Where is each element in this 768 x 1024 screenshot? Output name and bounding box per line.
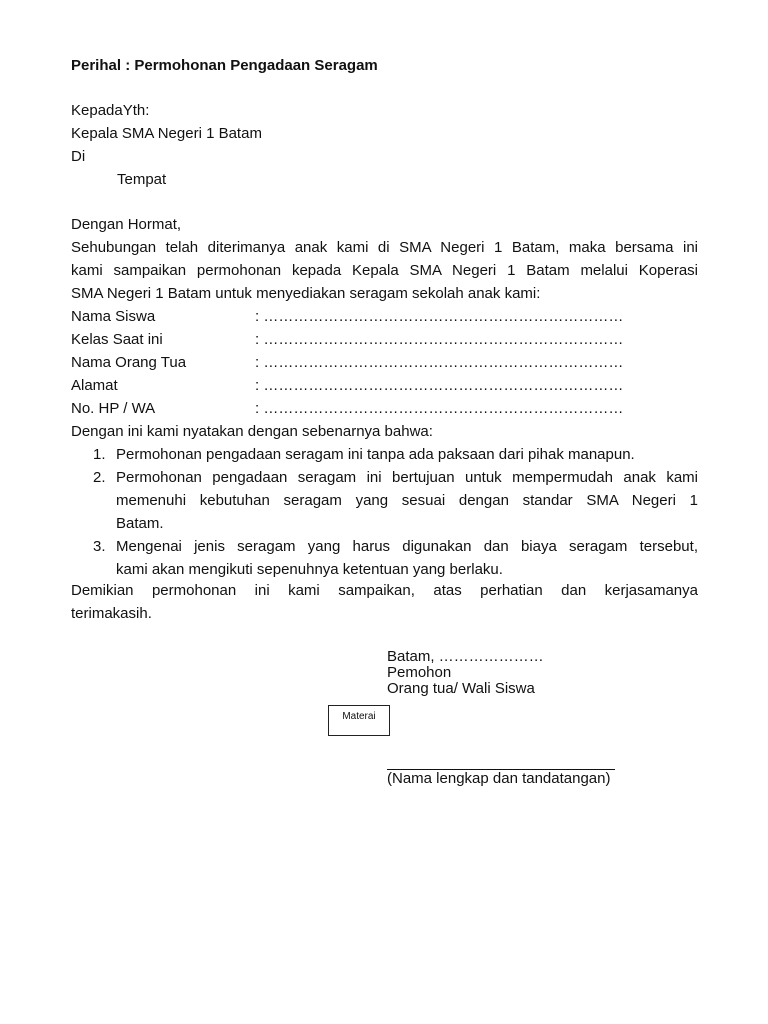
list-item-3-line-1: Mengenai jenis seragam yang harus digunakan dan biaya seragam tersebut, (116, 538, 698, 555)
recipient-line-2: Kepala SMA Negeri 1 Batam (71, 125, 262, 142)
signer-relation: Orang tua/ Wali Siswa (387, 680, 535, 697)
list-item-number: 2. (93, 469, 106, 486)
field-value-kelas: : ……………………………………………………………… (255, 331, 624, 348)
letter-subject: Perihal : Permohonan Pengadaan Seragam (71, 57, 378, 74)
field-value-nama-siswa: : ……………………………………………………………… (255, 308, 624, 325)
list-item-2-line-2: memenuhi kebutuhan seragam yang sesuai dengan standar SMA Negeri 1 (116, 492, 698, 509)
intro-line-1: Sehubungan telah diterimanya anak kami di SMA Negeri 1 Batam, maka bersama ini (71, 239, 698, 256)
list-item-number: 1. (93, 446, 106, 463)
field-value-no-hp: : ……………………………………………………………… (255, 400, 624, 417)
stamp-box (328, 705, 390, 736)
greeting: Dengan Hormat, (71, 216, 182, 233)
recipient-line-4: Tempat (117, 171, 167, 188)
signature-name-hint: (Nama lengkap dan tandatangan) (387, 770, 611, 787)
closing-line-1: Demikian permohonan ini kami sampaikan, atas perhatian dan kerjasamanya (71, 582, 698, 599)
place-date: Batam, ………………… (387, 648, 544, 665)
field-label-kelas: Kelas Saat ini (71, 331, 163, 348)
list-item-2-line-1: Permohonan pengadaan seragam ini bertujuan untuk mempermudah anak kami (116, 469, 698, 486)
field-label-nama-siswa: Nama Siswa (71, 308, 156, 325)
intro-line-3: SMA Negeri 1 Batam untuk menyediakan seragam sekolah anak kami: (71, 285, 541, 302)
recipient-line-3: Di (71, 148, 86, 165)
list-item-2-line-3: Batam. (116, 515, 164, 532)
list-item-1-line-1: Permohonan pengadaan seragam ini tanpa ada paksaan dari pihak manapun. (116, 446, 635, 463)
closing-line-2: terimakasih. (71, 605, 152, 622)
recipient-line-1: KepadaYth: (71, 102, 150, 119)
field-label-nama-orang-tua: Nama Orang Tua (71, 354, 187, 371)
declaration: Dengan ini kami nyatakan dengan sebenarnya bahwa: (71, 423, 433, 440)
field-label-no-hp: No. HP / WA (71, 400, 156, 417)
list-item-3-line-2: kami akan mengikuti sepenuhnya ketentuan yang berlaku. (116, 561, 503, 578)
field-label-alamat: Alamat (71, 377, 118, 394)
signer-role: Pemohon (387, 664, 452, 681)
field-value-alamat: : ……………………………………………………………… (255, 377, 624, 394)
list-item-number: 3. (93, 538, 106, 555)
stamp-label: Materai (342, 711, 376, 722)
intro-line-2: kami sampaikan permohonan kepada Kepala SMA Negeri 1 Batam melalui Koperasi (71, 262, 698, 279)
field-value-nama-orang-tua: : ……………………………………………………………… (255, 354, 624, 371)
signature-block (387, 649, 544, 697)
